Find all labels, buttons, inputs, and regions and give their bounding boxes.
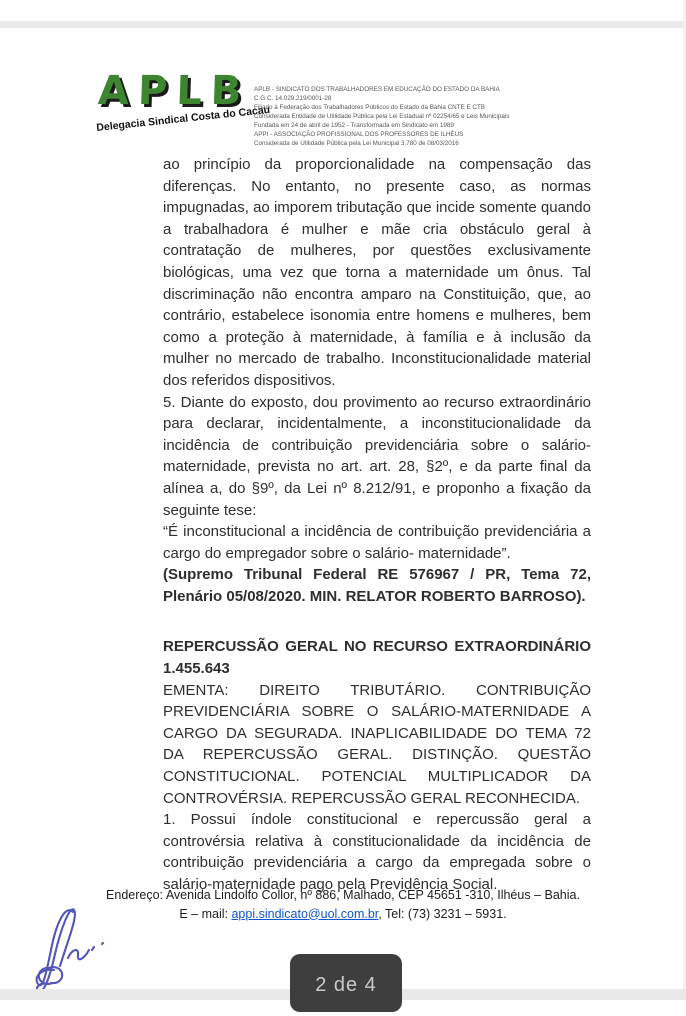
letterhead-line: Filiado à Federação dos Trabalhadores Públicos do Estado da Bahia CNTE E CTB <box>254 104 486 111</box>
document-body <box>163 154 591 896</box>
paragraph: 5. Diante do exposto, dou provimento ao recurso extraordinário para declarar, incidentalmente, a inconstitucionalidade da incidência de contribuição previdenciária sobre o salário-maternidade, prevista no art. art. 28, §2º, e da parte final da alínea a, do §9º, da Lei nº 8.212/91, e proponho a fixação da seguinte tese: <box>163 393 591 519</box>
paragraph: 1. Possui índole constitucional e repercussão geral a controvérsia relativa à constitucionalidade da incidência de contribuição previdenciária a cargo da empregada sobre o salário-maternidade pago pela Previdência Social. <box>163 811 591 893</box>
aplb-logo <box>95 68 271 135</box>
paragraph: “É inconstitucional a incidência de contribuição previdenciária a cargo do empregador sobre o salário- maternidade”. <box>163 523 591 562</box>
aplb-logo-tagline: Delegacia Sindical Costa do Cacau <box>95 103 271 135</box>
footer-address: Endereço: Avenida Lindolfo Collor, nº 886, Malhado, CEP 45651 -310, Ilhéus – Bahia. <box>106 888 580 902</box>
letterhead <box>95 68 510 148</box>
paragraph: EMENTA: DIREITO TRIBUTÁRIO. CONTRIBUIÇÃO PREVIDENCIÁRIA SOBRE O SALÁRIO-MATERNIDADE A CARGO DA SEGURADA. INAPLICABILIDADE DO TEMA 72 DA REPERCUSSÃO GERAL. DISTINÇÃO. QUESTÃO CONSTITUCIONAL. POTENCIAL MULTIPLICADOR DA CONTROVÉRSIA. REPERCUSSÃO GERAL RECONHECIDA. <box>163 681 591 807</box>
letterhead-line: APLB - SINDICATO DOS TRABALHADORES EM EDUCAÇÃO DO ESTADO DA BAHIA <box>254 86 500 93</box>
aplb-logo-acronym: APLB <box>97 68 252 114</box>
letterhead-line: Considerada de Utilidade Pública pela Lei Municipal 3.780 de 08/03/2016 <box>254 140 459 147</box>
page-indicator-badge: 2 de 4 <box>290 954 402 1012</box>
paragraph: (Supremo Tribunal Federal RE 576967 / PR, Tema 72, Plenário 05/08/2020. MIN. RELATOR ROBERTO BARROSO). <box>163 566 591 605</box>
letterhead-line: Considerada Entidade de Utilidade Pública pela Lei Estadual nº 02254/65 e Leis Municipais <box>254 113 510 120</box>
letterhead-line: APPI - ASSOCIAÇÃO PROFISSIONAL DOS PROFESSORES DE ILHÉUS <box>254 131 464 138</box>
page-separator <box>0 21 686 28</box>
letterhead-line: C.G.C. 14.029.219/0001-28 <box>254 95 332 102</box>
paragraph: ao princípio da proporcionalidade na compensação das diferenças. No entanto, no presente caso, as normas impugnadas, ao imporem tributação que incide somente quando a trabalhadora é mulher e mãe cria obstáculo geral à contratação de mulheres, por questões exclusivamente biológicas, uma vez que torna a maternidade um ônus. Tal discriminação não encontra amparo na Constituição, que, ao contrário, estabelece isonomia entre homens e mulheres, bem como a proteção à maternidade, à família e à inclusão da mulher no mercado de trabalho. Inconstitucionalidade material dos referidos dispositivos. <box>163 156 591 389</box>
footer-email-suffix: , Tel: (73) 3231 – 5931. <box>378 906 507 921</box>
paragraph: REPERCUSSÃO GERAL NO RECURSO EXTRAORDINÁRIO 1.455.643 <box>163 638 591 678</box>
email-link[interactable]: appi.sindicato@uol.com.br <box>231 906 379 921</box>
letterhead-line: Fundada em 24 de abril de 1952 - Transformada em Sindicato em 1989 <box>254 122 454 129</box>
signature <box>16 898 116 1000</box>
footer-email-prefix: E – mail: <box>179 906 232 921</box>
letterhead-text <box>254 85 510 148</box>
